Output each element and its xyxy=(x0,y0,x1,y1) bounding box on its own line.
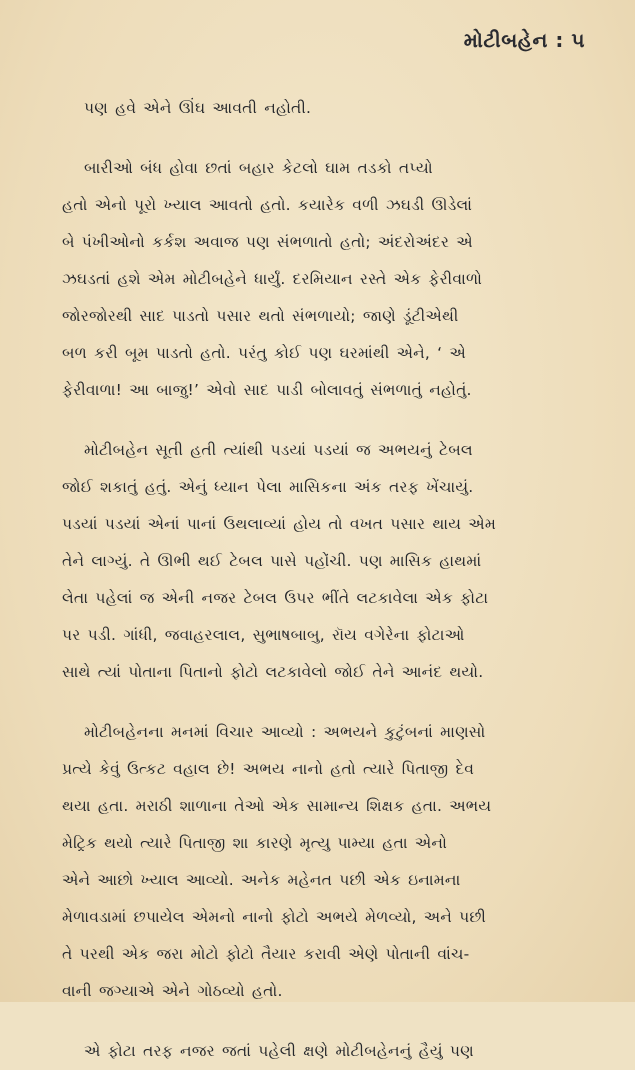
text-line: બારીઓ બંધ હોવા છતાં બહાર કેટલો ઘામ તડકો તપ્યો xyxy=(84,159,433,177)
paragraph-2 xyxy=(62,150,582,409)
text-line: પણ હવે એને ઊંઘ આવતી નહોતી. xyxy=(84,99,312,117)
text-line: મોટીબહેનના મનમાં વિચાર આવ્યો : અભયને કુટુંબનાં માણસો xyxy=(84,723,486,741)
text-line: જોરજોરથી સાદ પાડતો પસાર થતો સંભળાયો; જાણે ડૂંટીએથી xyxy=(62,307,459,325)
text-line: એને આછો ખ્યાલ આવ્યો. અનેક મહેનત પછી એક ઇનામના xyxy=(62,871,461,889)
text-line: મેટ્રિક થયો ત્યારે પિતાજી શા કારણે મૃત્યુ પામ્યા હતા એનો xyxy=(62,834,448,852)
text-line: લેતા પહેલાં જ એની નજર ટેબલ ઉપર ભીંતે લટકાવેલા એક ફોટા xyxy=(62,589,489,607)
text-line: તેને લાગ્યું. તે ઊભી થઈ ટેબલ પાસે પહોંચી. પણ માસિક હાથમાં xyxy=(62,552,482,570)
text-line: પર પડી. ગાંધી, જવાહરલાલ, સુભાષબાબુ, રૉય વગેરેના ફોટાઓ xyxy=(62,626,465,644)
text-line: પ્રત્યે કેવું ઉત્કટ વહાલ છે! અભય નાનો હતો ત્યારે પિતાજી દેવ xyxy=(62,760,475,778)
text-line: ઝઘડતાં હશે એમ મોટીબહેને ધાર્યું. દરમિયાન રસ્તે એક ફેરીવાળો xyxy=(62,270,483,288)
text-line: સાથે ત્યાં પોતાના પિતાનો ફોટો લટકાવેલો જોઈ તેને આનંદ થયો. xyxy=(62,663,484,681)
text-line: થયા હતા. મરાઠી શાળાના તેઓ એક સામાન્ય શિક્ષક હતા. અભય xyxy=(62,797,492,815)
text-line: બે પંખીઓનો કર્કશ અવાજ પણ સંભળાતો હતો; અંદરોઅંદર એ xyxy=(62,233,473,251)
text-line: મોટીબહેન સૂતી હતી ત્યાંથી પડયાં પડયાં જ અભયનું ટેબલ xyxy=(84,441,473,459)
text-line: પડયાં પડયાં એનાં પાનાં ઉથલાવ્યાં હોય તો વખત પસાર થાય એમ xyxy=(62,515,496,533)
paragraph-3 xyxy=(62,432,582,691)
text-line: વાની જગ્યાએ એને ગોઠવ્યો હતો. xyxy=(62,982,283,1000)
text-line: એ ફોટા તરફ નજર જતાં પહેલી ક્ષણે મોટીબહેનનું હૈયું પણ xyxy=(84,1042,474,1060)
text-line: હતો એનો પૂરો ખ્યાલ આવતો હતો. કયારેક વળી ઝઘડી ઊડેલાં xyxy=(62,196,473,214)
running-header: મોટીબહેન : ૫ xyxy=(463,28,585,52)
text-line: બળ કરી બૂમ પાડતો હતો. પરંતુ કોઈ પણ ઘરમાંથી એને, ‘ એ xyxy=(62,344,466,362)
text-line: તે પરથી એક જરા મોટો ફોટો તૈયાર કરાવી એણે પોતાની વાંચ- xyxy=(62,945,470,963)
paragraph-1 xyxy=(62,90,582,127)
text-line: જોઈ શકાતું હતું. એનું ધ્યાન પેલા માસિકના અંક તરફ ખેંચાયું. xyxy=(62,478,474,496)
paragraph-4 xyxy=(62,714,582,1010)
text-line: ફેરીવાળા! આ બાજુ!’ એવો સાદ પાડી બોલાવતું સંભળાતું નહોતું. xyxy=(62,381,472,399)
text-line: મેળાવડામાં છપાયેલ એમનો નાનો ફોટો અભયે મેળવ્યો, અને પછી xyxy=(62,908,487,926)
paragraph-5 xyxy=(62,1033,582,1070)
body-text xyxy=(62,90,582,1070)
